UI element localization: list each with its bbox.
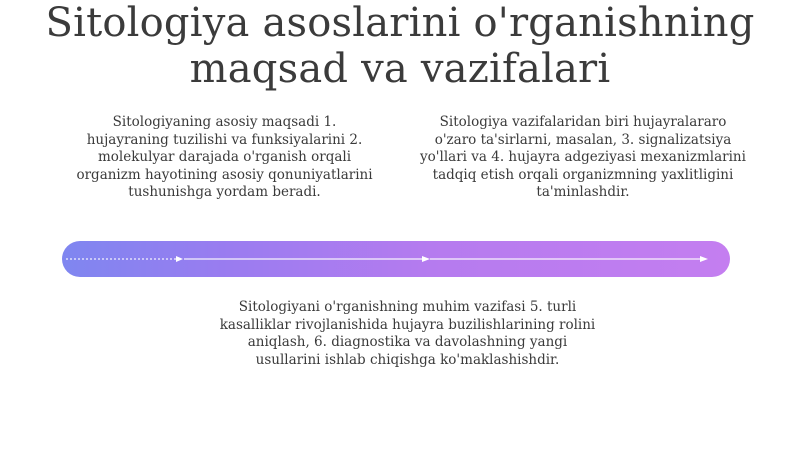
text-block-goal: Sitologiyaning asosiy maqsadi 1. hujayraning tuzilishi va funksiyalarini 2. molekulyar darajada o'rganish orqali organizm hayotining asosiy qonuniyatlarini tushunishga yordam beradi. bbox=[76, 114, 373, 200]
page-title: Sitologiya asoslarini o'rganishning maqsad va vazifalari bbox=[45, 0, 755, 92]
arrow-head-2 bbox=[422, 256, 430, 262]
arrow-head-1 bbox=[176, 256, 183, 262]
timeline-arrows bbox=[62, 241, 730, 277]
timeline-bar bbox=[62, 241, 730, 277]
arrow-head-3 bbox=[700, 256, 708, 262]
text-block-importance: Sitologiyani o'rganishning muhim vazifasi 5. turli kasalliklar rivojlanishida hujayra buzilishlarining rolini aniqlash, 6. diagnostika va davolashning yangi usullarini ishlab chiqishga ko'maklashishdir. bbox=[219, 299, 596, 368]
text-block-tasks: Sitologiya vazifalaridan biri hujayralararo o'zaro ta'sirlarni, masalan, 3. signalizatsiya yo'llari va 4. hujayra adgeziyasi mexanizmlarini tadqiq etish orqali organizmning yaxlitligini ta'minlashdir. bbox=[420, 114, 746, 200]
